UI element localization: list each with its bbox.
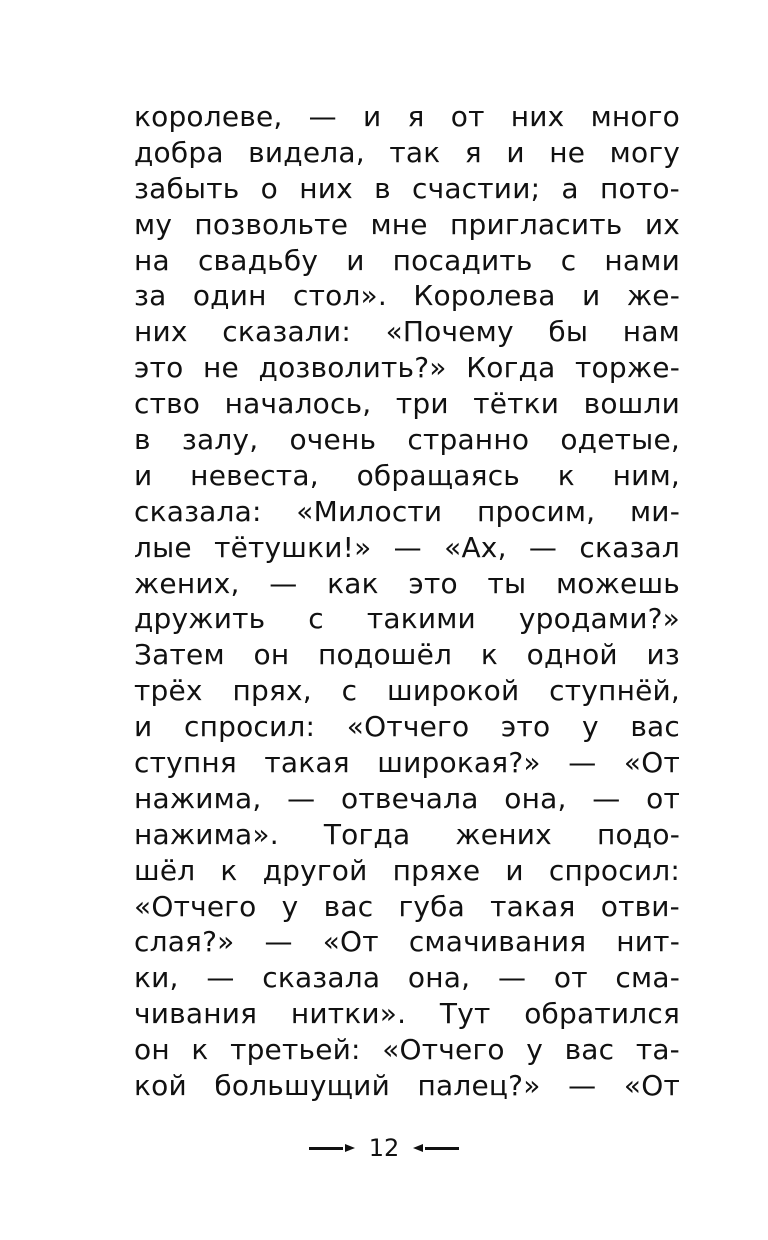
text-line: нажима, — отвечала она, — от [134,781,680,815]
text-line: добра видела, так я и не могу [134,135,680,169]
text-line: он к третьей: «Отчего у вас та- [134,1033,680,1067]
text-line: Затем он подошёл к одной из [134,638,680,672]
page-number: 12 [368,1134,400,1162]
text-line: шёл к другой пряхе и спросил: [134,853,680,887]
text-line: нажима». Тогда жених подо- [134,817,680,851]
text-line: и невеста, обращаясь к ним, [134,458,680,492]
text-line: ки, — сказала она, — от сма- [134,961,680,995]
text-line: забыть о них в счастии; а пото- [134,171,680,205]
text-line: и спросил: «Отчего это у вас [134,710,680,744]
text-line: трёх прях, с широкой ступнёй, [134,674,680,708]
text-line: «Отчего у вас губа такая отви- [134,889,680,923]
text-line: дружить с такими уродами?» [134,602,680,636]
text-line: них сказали: «Почему бы нам [134,315,680,349]
text-line: чивания нитки». Тут обратился [134,997,680,1031]
text-line: кой большущий палец?» — «От [134,1069,680,1103]
text-line: это не дозволить?» Когда торже- [134,351,680,385]
text-line: за один стол». Королева и же- [134,279,680,313]
page-footer [0,1128,768,1168]
text-line: сказала: «Милости просим, ми- [134,494,680,528]
text-line: ступня такая широкая?» — «От [134,746,680,780]
text-line: в залу, очень странно одетые, [134,423,680,457]
text-line: королеве, — и я от них много [134,100,680,133]
page-text [134,99,680,1104]
text-line: жених, — как это ты можешь [134,566,680,600]
text-line: му позвольте мне пригласить их [134,207,680,241]
text-line: на свадьбу и посадить с нами [134,243,680,277]
right-arrow-ornament-icon [413,1144,459,1152]
text-line: ство началось, три тётки вошли [134,387,680,421]
text-line: слая?» — «От смачивания нит- [134,925,680,959]
left-arrow-ornament-icon [309,1144,355,1152]
text-line: лые тётушки!» — «Ах, — сказал [134,530,680,564]
